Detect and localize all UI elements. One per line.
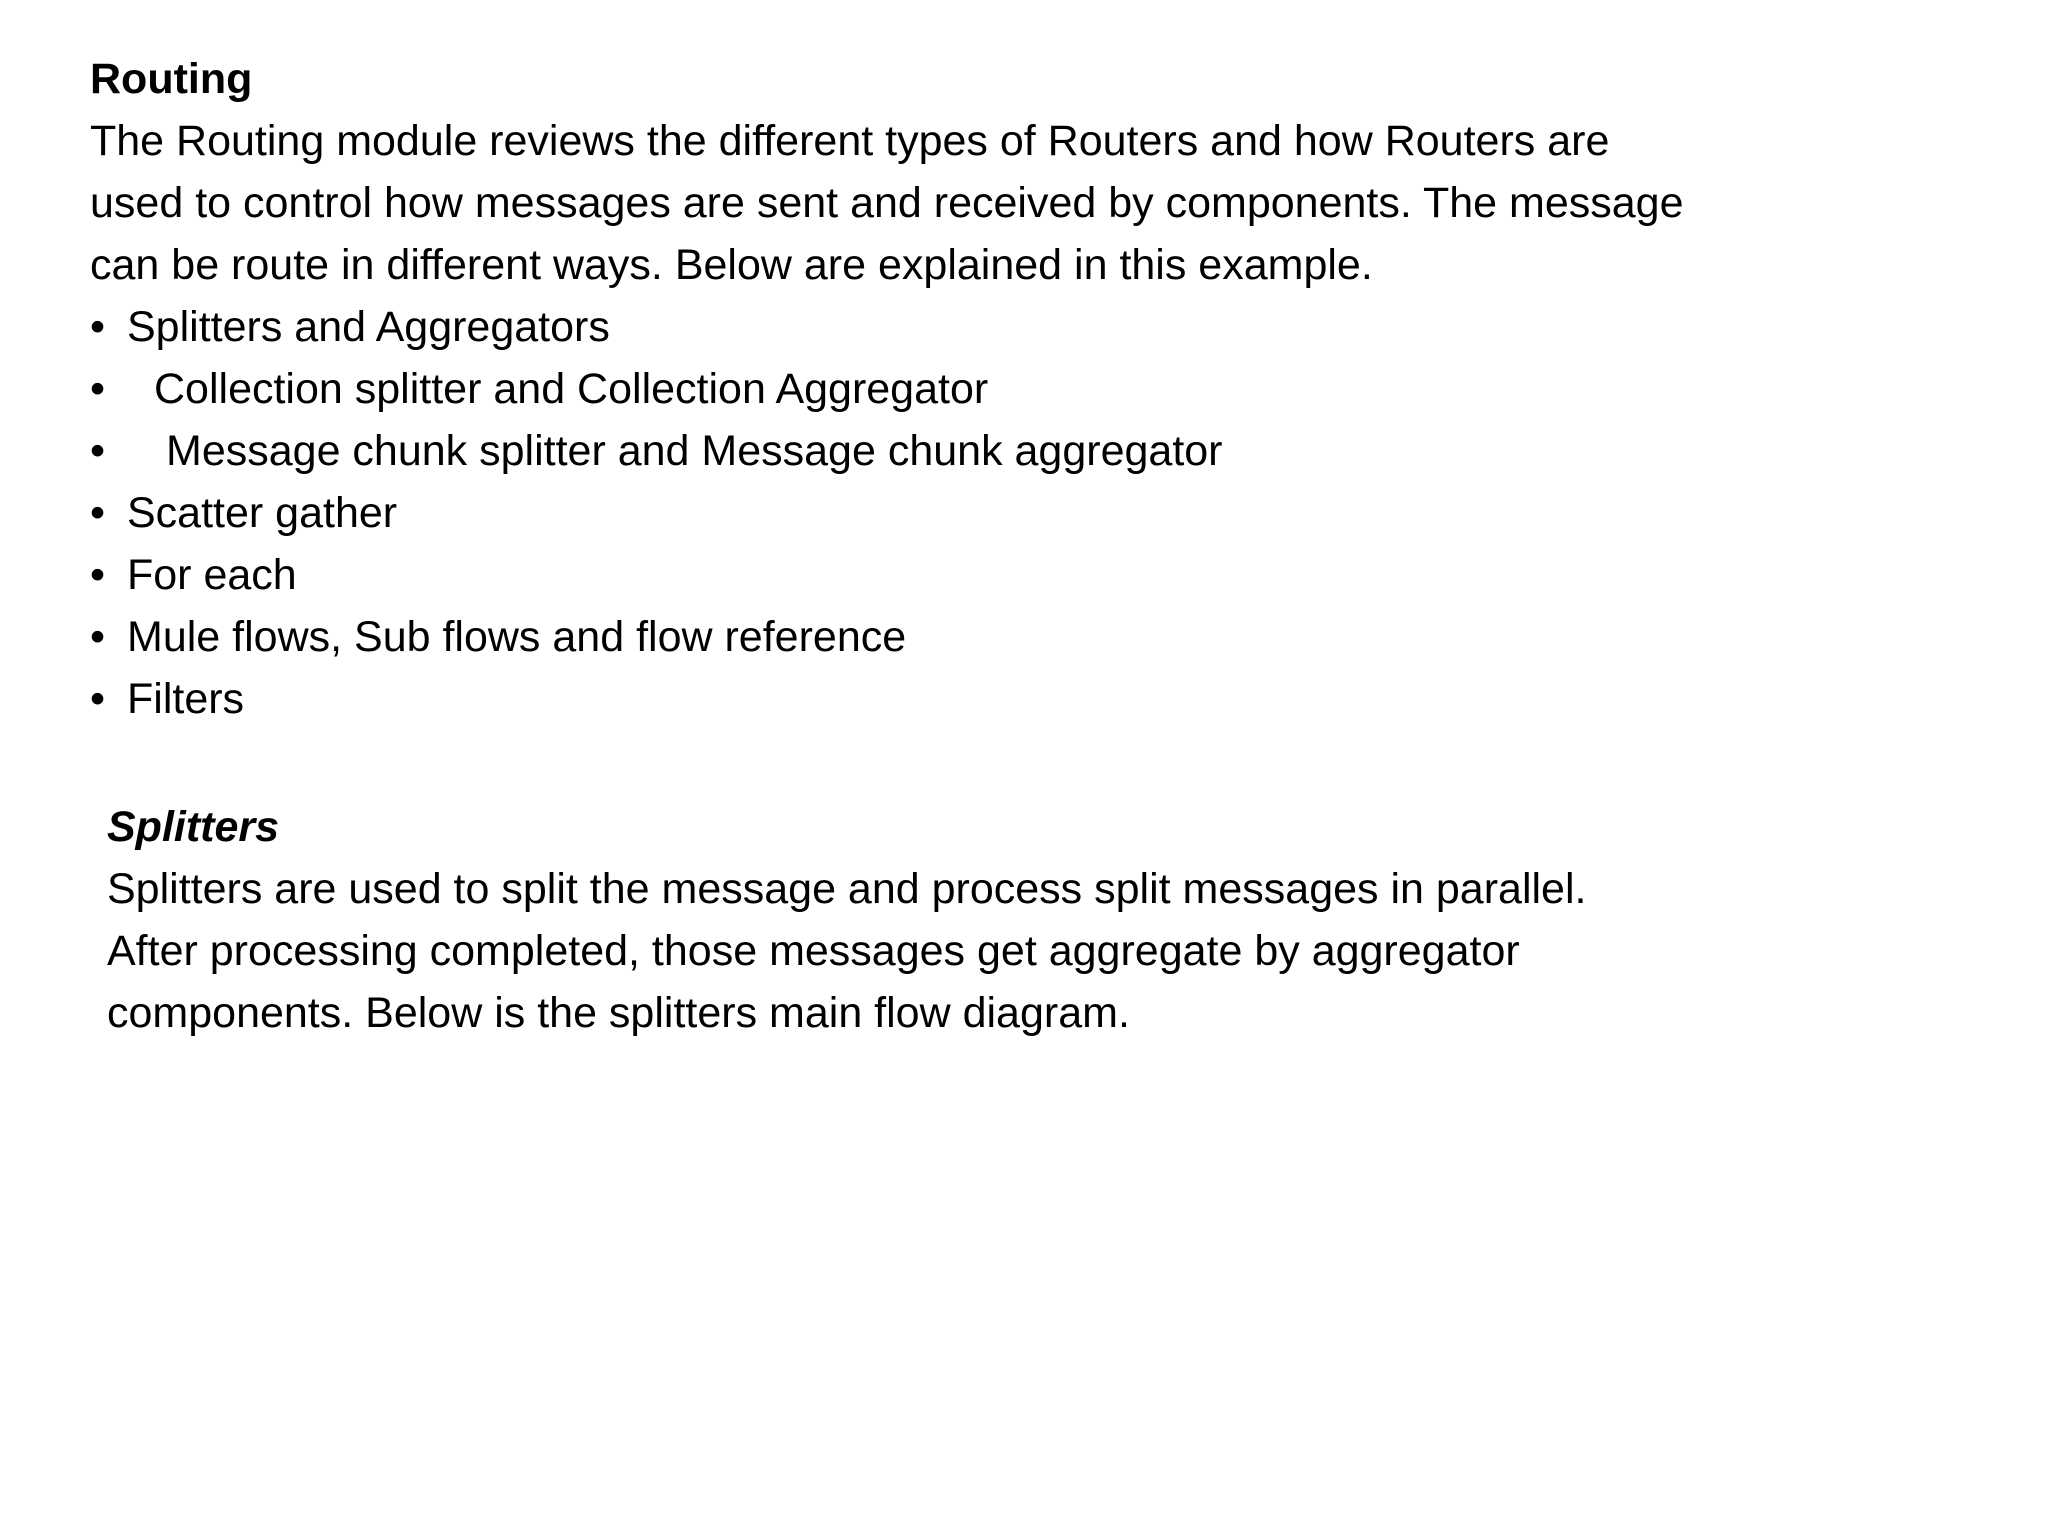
list-item-text: Filters bbox=[127, 675, 245, 723]
list-item-text: Scatter gather bbox=[127, 489, 398, 537]
routing-paragraph-line-3: can be route in different ways. Below are explained in this example. bbox=[90, 241, 1373, 289]
routing-paragraph-line-2: used to control how messages are sent and received by components. The message bbox=[90, 179, 1684, 227]
splitters-heading: Splitters bbox=[107, 803, 280, 851]
list-item bbox=[90, 668, 1990, 730]
bullet-icon: • bbox=[90, 427, 106, 475]
list-item bbox=[90, 296, 1990, 358]
splitters-paragraph-line-1: Splitters are used to split the message and process split messages in parallel. bbox=[107, 865, 1587, 913]
splitters-paragraph-line-3: components. Below is the splitters main flow diagram. bbox=[107, 989, 1130, 1037]
bullet-icon: • bbox=[90, 303, 106, 351]
splitters-paragraph-line-2: After processing completed, those messages get aggregate by aggregator bbox=[107, 927, 1520, 975]
bullet-icon: • bbox=[90, 551, 106, 599]
splitters-section bbox=[107, 796, 2007, 1044]
routing-heading: Routing bbox=[90, 55, 253, 103]
bullet-icon: • bbox=[90, 365, 106, 413]
list-item-text: Mule flows, Sub flows and flow reference bbox=[127, 613, 907, 661]
list-item bbox=[90, 606, 1990, 668]
list-item bbox=[90, 482, 1990, 544]
list-item-text: Message chunk splitter and Message chunk aggregator bbox=[166, 427, 1223, 475]
list-item-text: For each bbox=[127, 551, 297, 599]
routing-section bbox=[90, 48, 1990, 730]
list-item bbox=[90, 420, 1990, 482]
list-item bbox=[90, 544, 1990, 606]
list-item bbox=[90, 358, 1990, 420]
list-item-text: Splitters and Aggregators bbox=[127, 303, 610, 351]
bullet-icon: • bbox=[90, 489, 106, 537]
routing-bullet-list bbox=[90, 296, 1990, 730]
routing-paragraph-line-1: The Routing module reviews the different types of Routers and how Routers are bbox=[90, 117, 1610, 165]
bullet-icon: • bbox=[90, 675, 106, 723]
list-item-text: Collection splitter and Collection Aggregator bbox=[154, 365, 989, 413]
bullet-icon: • bbox=[90, 613, 106, 661]
